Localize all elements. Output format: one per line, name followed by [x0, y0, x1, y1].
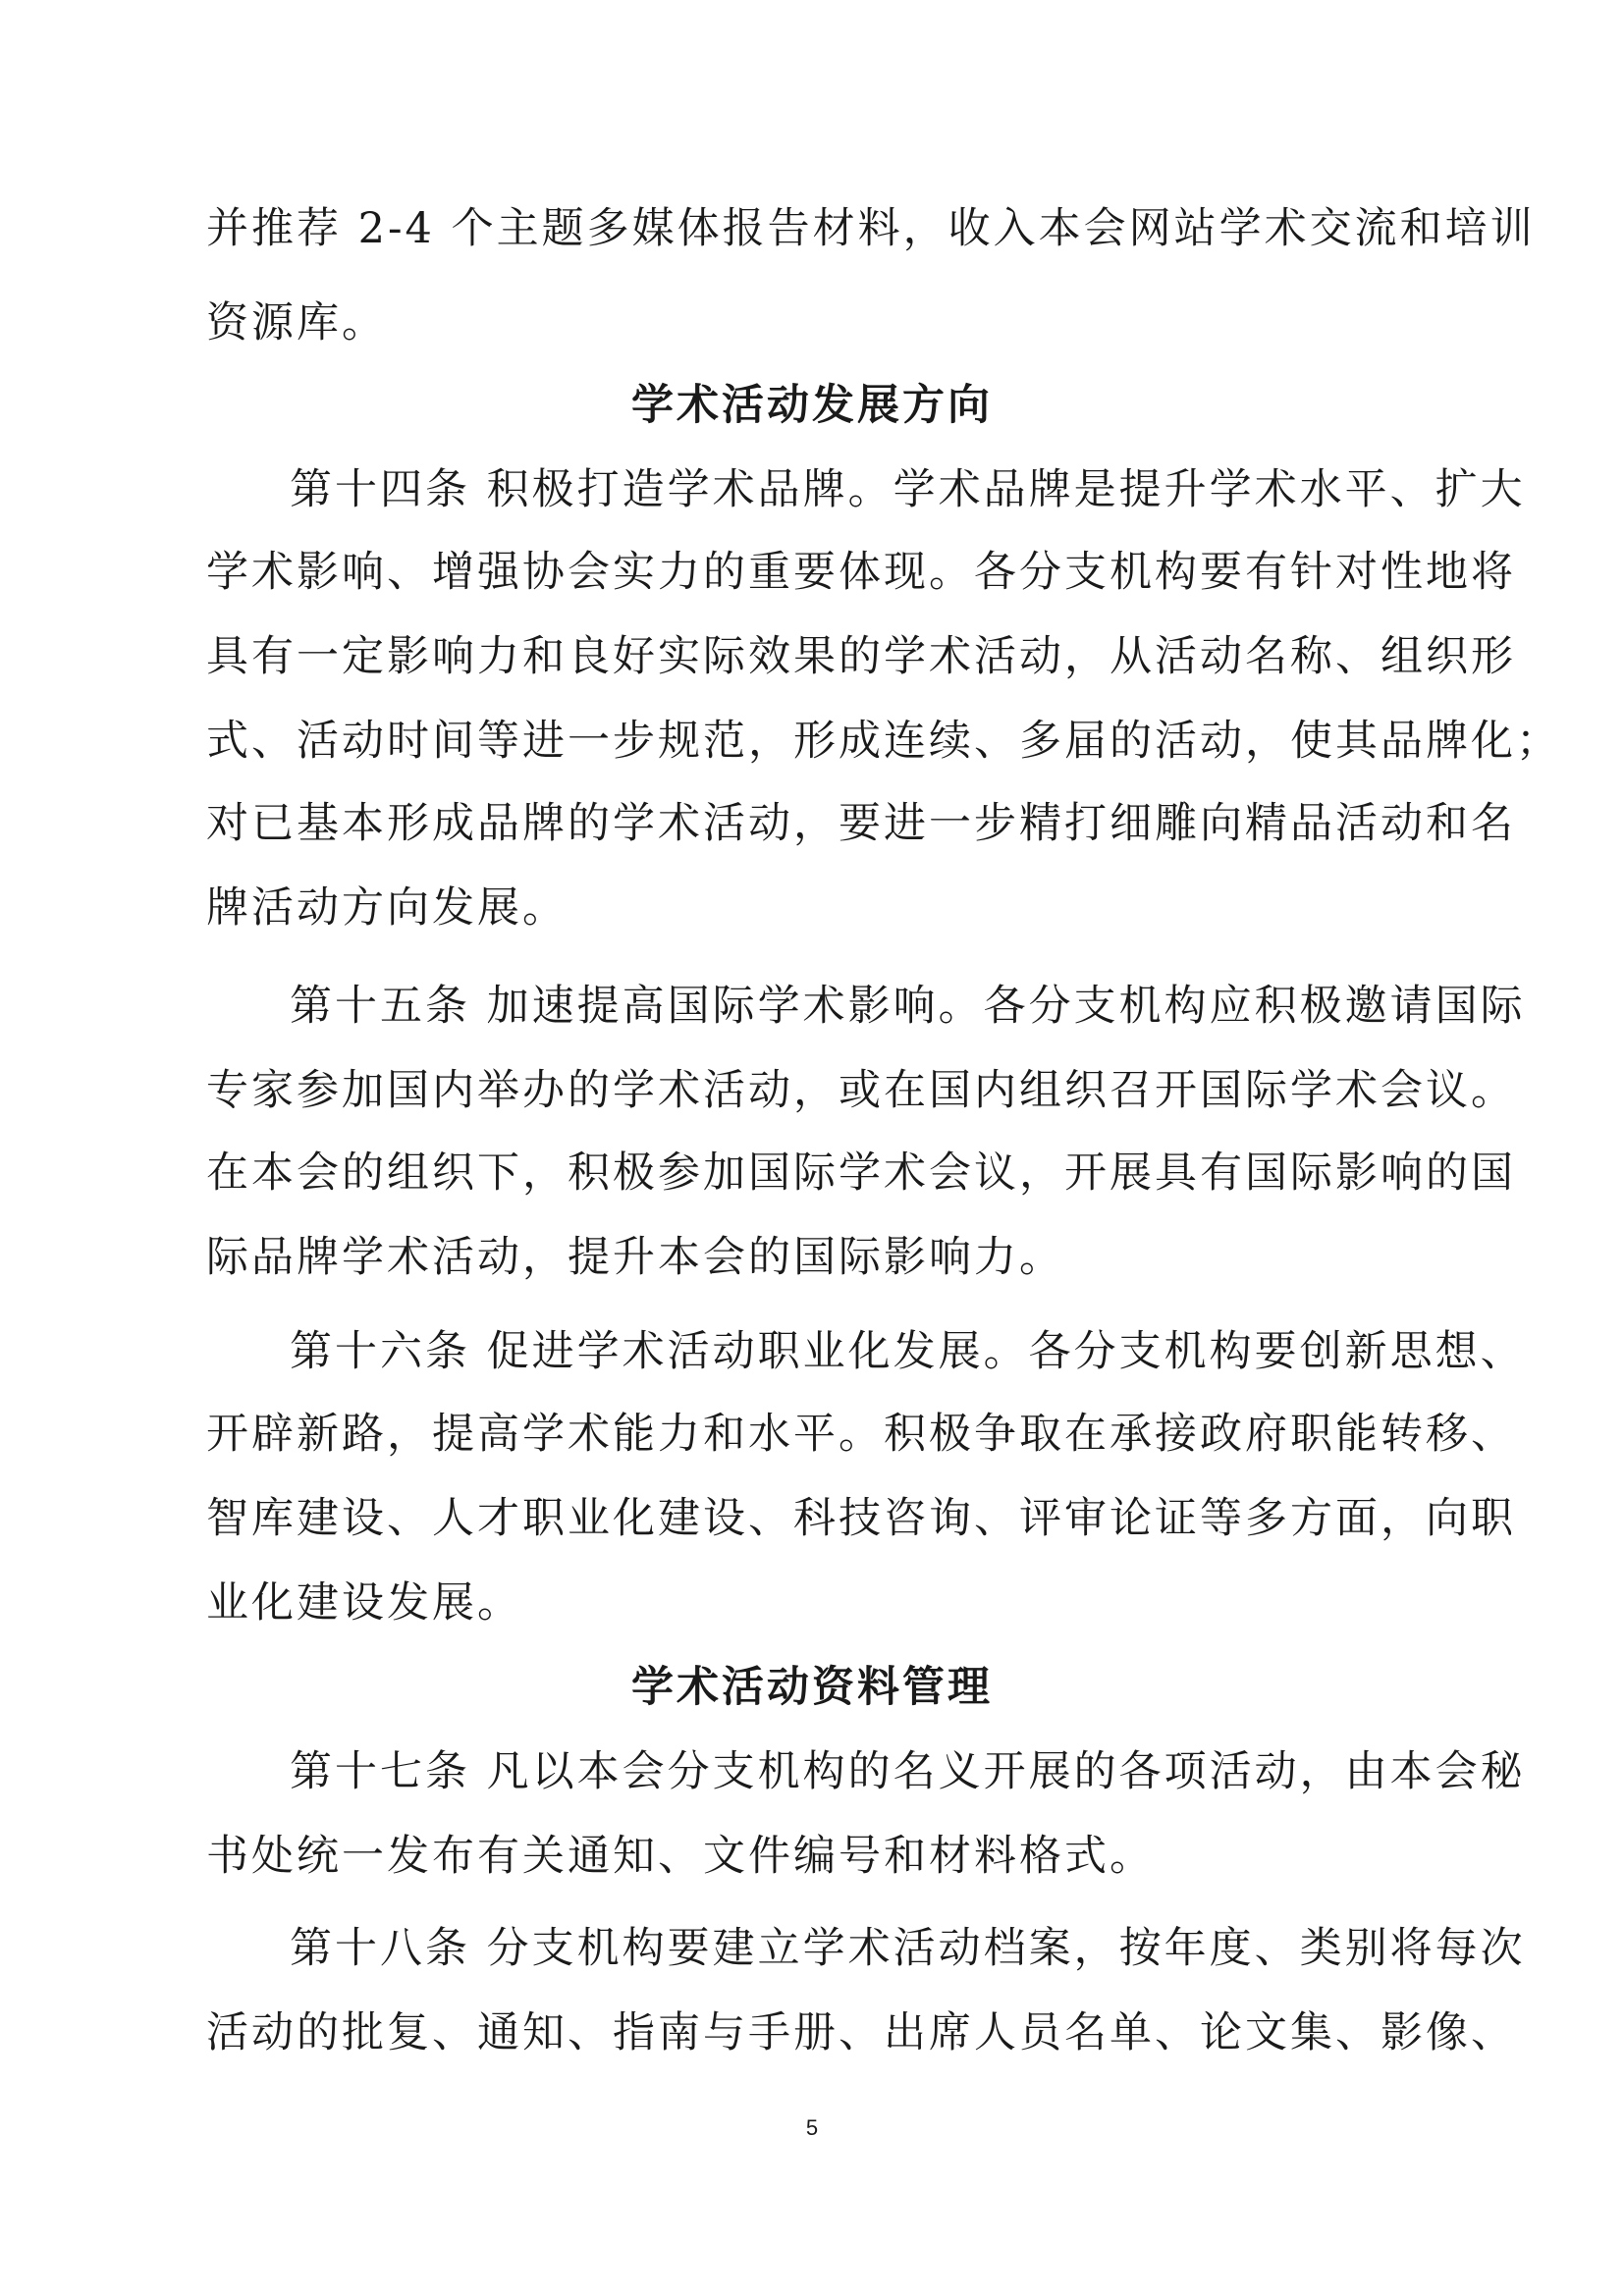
article-16-line: 智库建设、人才职业化建设、科技咨询、评审论证等多方面，向职: [206, 1494, 1516, 1543]
article-15-line: 第十五条 加速提高国际学术影响。各分支机构应积极邀请国际: [290, 982, 1526, 1031]
section-heading-development: 学术活动发展方向: [631, 381, 993, 430]
article-16-line: 开辟新路，提高学术能力和水平。积极争取在承接政府职能转移、: [206, 1410, 1516, 1459]
article-15-line: 专家参加国内举办的学术活动，或在国内组织召开国际学术会议。: [206, 1066, 1516, 1115]
article-17-line: 第十七条 凡以本会分支机构的名义开展的各项活动，由本会秘: [290, 1747, 1526, 1796]
page-number: 5: [805, 2115, 819, 2140]
article-14-line: 具有一定影响力和良好实际效果的学术活动，从活动名称、组织形: [206, 632, 1516, 681]
article-14-line: 牌活动方向发展。: [206, 883, 568, 933]
article-16-line: 业化建设发展。: [206, 1578, 522, 1628]
paragraph-line: 资源库。: [206, 298, 387, 347]
article-14-line: 对已基本形成品牌的学术活动，要进一步精打细雕向精品活动和名: [206, 799, 1516, 848]
article-14-line: 第十四条 积极打造学术品牌。学术品牌是提升学术水平、扩大: [290, 465, 1526, 514]
paragraph-line: 并推荐 2-4 个主题多媒体报告材料，收入本会网站学术交流和培训: [206, 204, 1536, 253]
section-heading-materials: 学术活动资料管理: [631, 1663, 993, 1712]
article-14-line: 式、活动时间等进一步规范，形成连续、多届的活动，使其品牌化；: [206, 717, 1561, 766]
article-18-line: 第十八条 分支机构要建立学术活动档案，按年度、类别将每次: [290, 1924, 1526, 1973]
article-17-line: 书处统一发布有关通知、文件编号和材料格式。: [206, 1832, 1155, 1881]
article-14-line: 学术影响、增强协会实力的重要体现。各分支机构要有针对性地将: [206, 548, 1516, 597]
article-18-line: 活动的批复、通知、指南与手册、出席人员名单、论文集、影像、: [206, 2008, 1516, 2057]
article-15-line: 在本会的组织下，积极参加国际学术会议，开展具有国际影响的国: [206, 1148, 1516, 1198]
article-16-line: 第十六条 促进学术活动职业化发展。各分支机构要创新思想、: [290, 1327, 1526, 1376]
article-15-line: 际品牌学术活动，提升本会的国际影响力。: [206, 1233, 1064, 1282]
